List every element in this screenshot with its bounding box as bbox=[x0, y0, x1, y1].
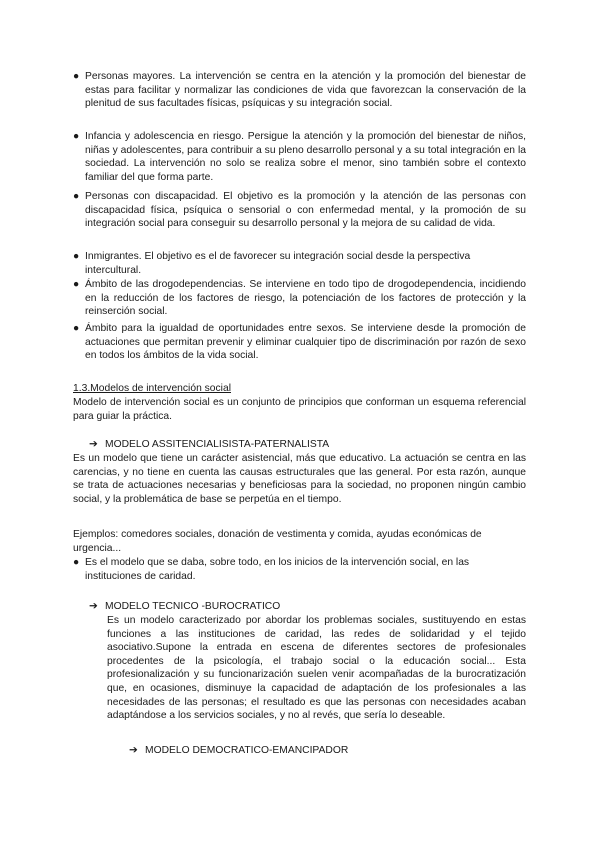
arrow-icon: ➔ bbox=[89, 439, 98, 450]
model-heading bbox=[129, 744, 348, 758]
model-body: Es un modelo caracterizado por abordar los problemas sociales, sustituyendo en estas funciones a las instituciones de caridad, las redes de solidaridad y el tejido asociativo.Supone la entrada en escena de diferentes sectores de profesionales procedentes de la psicología, el trabajo social o la educación social... Esta profesionalización y su funcionarización suelen venir acompañadas de la burocratización que, en ocasiones, disminuye la capacidad de adaptación de los profesionales a las necesidades de las personas; el resultado es que las personas con necesidades acaban adaptándose a los servicios sociales, y no al revés, que sería lo deseable. bbox=[107, 615, 526, 722]
bullet-icon: ● bbox=[73, 323, 80, 334]
model-examples: Ejemplos: comedores sociales, donación de vestimenta y comida, ayudas económicas de urgencia... bbox=[73, 529, 482, 554]
model-heading bbox=[89, 438, 329, 452]
model-title: MODELO TECNICO -BUROCRATICO bbox=[105, 601, 281, 612]
list-item bbox=[73, 556, 526, 583]
section-heading: 1.3.Modelos de intervención social bbox=[73, 383, 231, 394]
list-item-text: Personas mayores. La intervención se centra en la atención y la promoción del bienestar de estas para facilitar y normalizar las condiciones de vida que favorezcan la conservación de la plenitud de sus facultades físicas, psíquicas y su integración social. bbox=[85, 71, 526, 110]
bullet-icon: ● bbox=[73, 251, 80, 262]
model-title: MODELO DEMOCRATICO-EMANCIPADOR bbox=[145, 745, 349, 756]
list-item bbox=[73, 322, 526, 363]
list-item bbox=[73, 130, 526, 186]
list-item bbox=[73, 278, 526, 319]
bullet-icon: ● bbox=[73, 131, 80, 142]
bullet-icon: ● bbox=[73, 71, 80, 82]
list-item-text: Ámbito para la igualdad de oportunidades entre sexos. Se interviene desde la promoción de actuaciones que permitan prevenir y eliminar cualquier tipo de discriminación por razón de sexo en todos los ámbitos de la vida social. bbox=[85, 323, 526, 362]
list-item-text: Inmigrantes. El objetivo es el de favorecer su integración social desde la perspectiva intercultural. bbox=[85, 251, 471, 276]
list-item bbox=[73, 250, 526, 277]
list-item bbox=[73, 190, 526, 246]
list-item-text: Es el modelo que se daba, sobre todo, en los inicios de la intervención social, en las instituciones de caridad. bbox=[85, 557, 470, 582]
bullet-icon: ● bbox=[73, 279, 80, 290]
list-item-text: Ámbito de las drogodependencias. Se interviene en todo tipo de drogodependencia, incidiendo en la reducción de los factores de riesgo, la potenciación de los factores de protección y la reinserción social. bbox=[85, 279, 526, 318]
model-body: Es un modelo que tiene un carácter asistencial, más que educativo. La actuación se centra en las carencias, y no tiene en cuenta las causas estructurales que las general. Por esta razón, aunque se trata de actuaciones necesarias y beneficiosas para la sociedad, no proponen ningún cambio social, y la problemática de base se perpetúa en el tiempo. bbox=[73, 453, 526, 505]
bullet-icon: ● bbox=[73, 557, 80, 568]
model-heading bbox=[89, 600, 280, 614]
arrow-icon: ➔ bbox=[129, 745, 138, 756]
list-item bbox=[73, 70, 526, 126]
bullet-icon: ● bbox=[73, 191, 80, 202]
section-intro: Modelo de intervención social es un conjunto de principios que conforman un esquema referencial para guiar la práctica. bbox=[73, 397, 526, 422]
list-item-text: Personas con discapacidad. El objetivo es la promoción y la atención de las personas con discapacidad física, psíquica o sensorial o con enfermedad mental, y la promoción de su integración social para conseguir su desarrollo personal y la mejora de su calidad de vida. bbox=[85, 191, 526, 230]
arrow-icon: ➔ bbox=[89, 601, 98, 612]
list-item-text: Infancia y adolescencia en riesgo. Persigue la atención y la promoción del bienestar de niños, niñas y adolescentes, para contribuir a su pleno desarrollo personal y a su total integración en la sociedad. La intervención no solo se realiza sobre el menor, sino también sobre el contexto familiar del que forma parte. bbox=[85, 131, 526, 183]
model-title: MODELO ASSITENCIALISISTA-PATERNALISTA bbox=[105, 439, 330, 450]
